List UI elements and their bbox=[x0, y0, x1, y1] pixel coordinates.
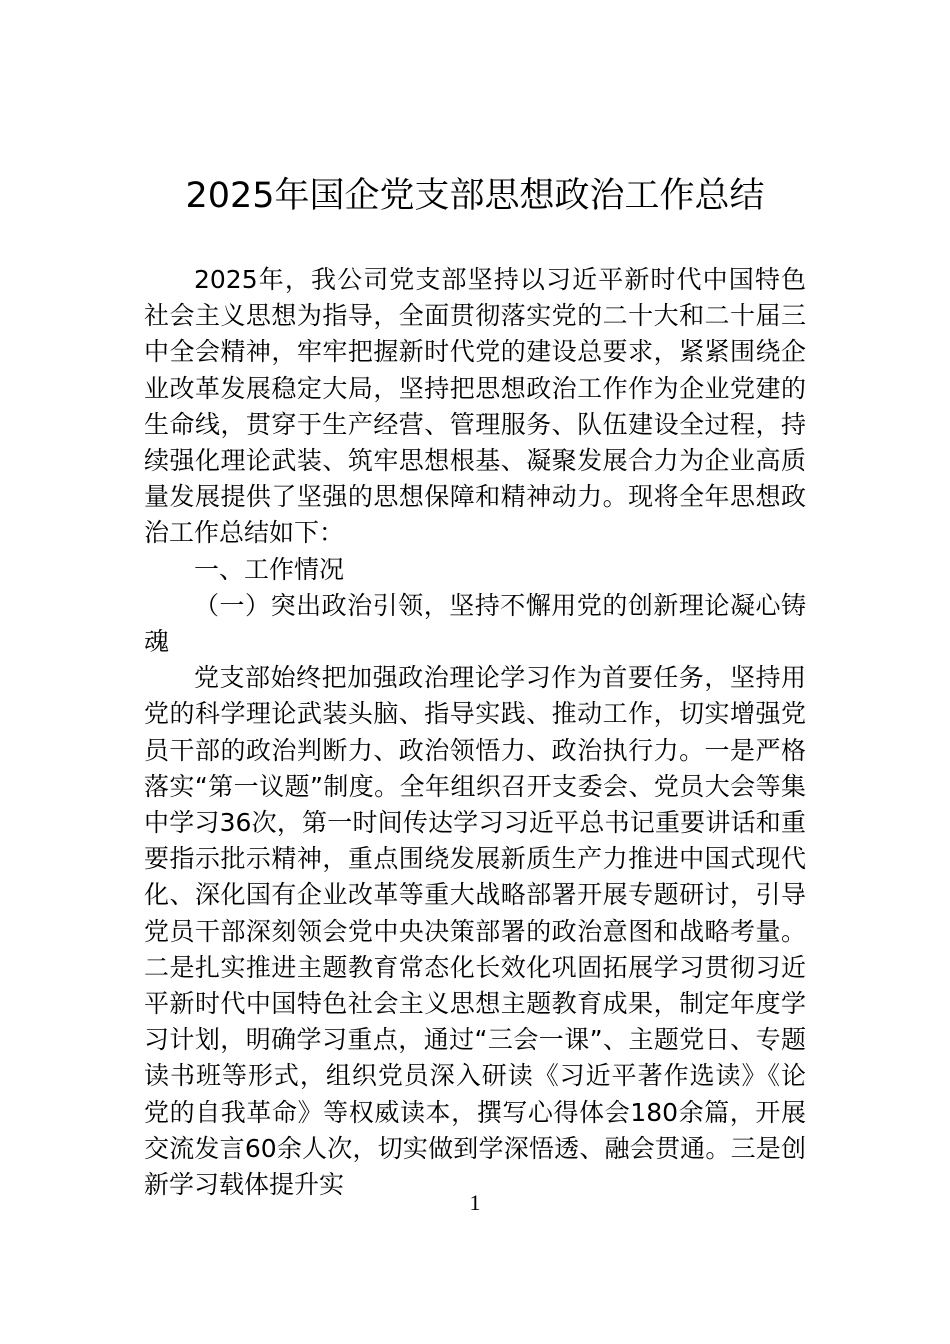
section-heading: 一、工作情况 bbox=[194, 554, 345, 584]
subsection-heading: （一）突出政治引领，坚持不懈用党的创新理论凝心铸魂 bbox=[144, 590, 806, 657]
document-title: 2025年国企党支部思想政治工作总结 bbox=[185, 176, 765, 216]
paragraph-intro: 2025年，我公司党支部坚持以习近平新时代中国特色社会主义思想为指导，全面贯彻落实党的二十大和二十届三中全会精神，牢牢把握新时代党的建设总要求，紧紧围绕企业改革发展稳定大局，坚持把思想政治工作作为企业党建的生命线，贯穿于生产经营、管理服务、队伍建设全过程，持续强化理论武装、筑牢思想根基、凝聚发展合力为企业高质量发展提供了坚强的思想保障和精神动力。现将全年思想政治工作总结如下： bbox=[144, 265, 806, 548]
page-number: 1 bbox=[469, 1190, 481, 1215]
document-body bbox=[144, 262, 806, 1203]
paragraph-body: 党支部始终把加强政治理论学习作为首要任务，坚持用党的科学理论武装头脑、指导实践、推动工作，切实增强党员干部的政治判断力、政治领悟力、政治执行力。一是严格落实“第一议题”制度。全年组织召开支委会、党员大会等集中学习36次，第一时间传达学习习近平总书记重要讲话和重要指示批示精神，重点围绕发展新质生产力推进中国式现代化、深化国有企业改革等重大战略部署开展专题研讨，引导党员干部深刻领会党中央决策部署的政治意图和战略考量。二是扎实推进主题教育常态化长效化巩固拓展学习贯彻习近平新时代中国特色社会主义思想主题教育成果，制定年度学习计划，明确学习重点，通过“三会一课”、主题党日、专题读书班等形式，组织党员深入研读《习近平著作选读》《论党的自我革命》等权威读本，撰写心得体会180余篇，开展交流发言60余人次，切实做到学深悟透、融会贯通。三是创新学习载体提升实 bbox=[144, 663, 806, 1200]
